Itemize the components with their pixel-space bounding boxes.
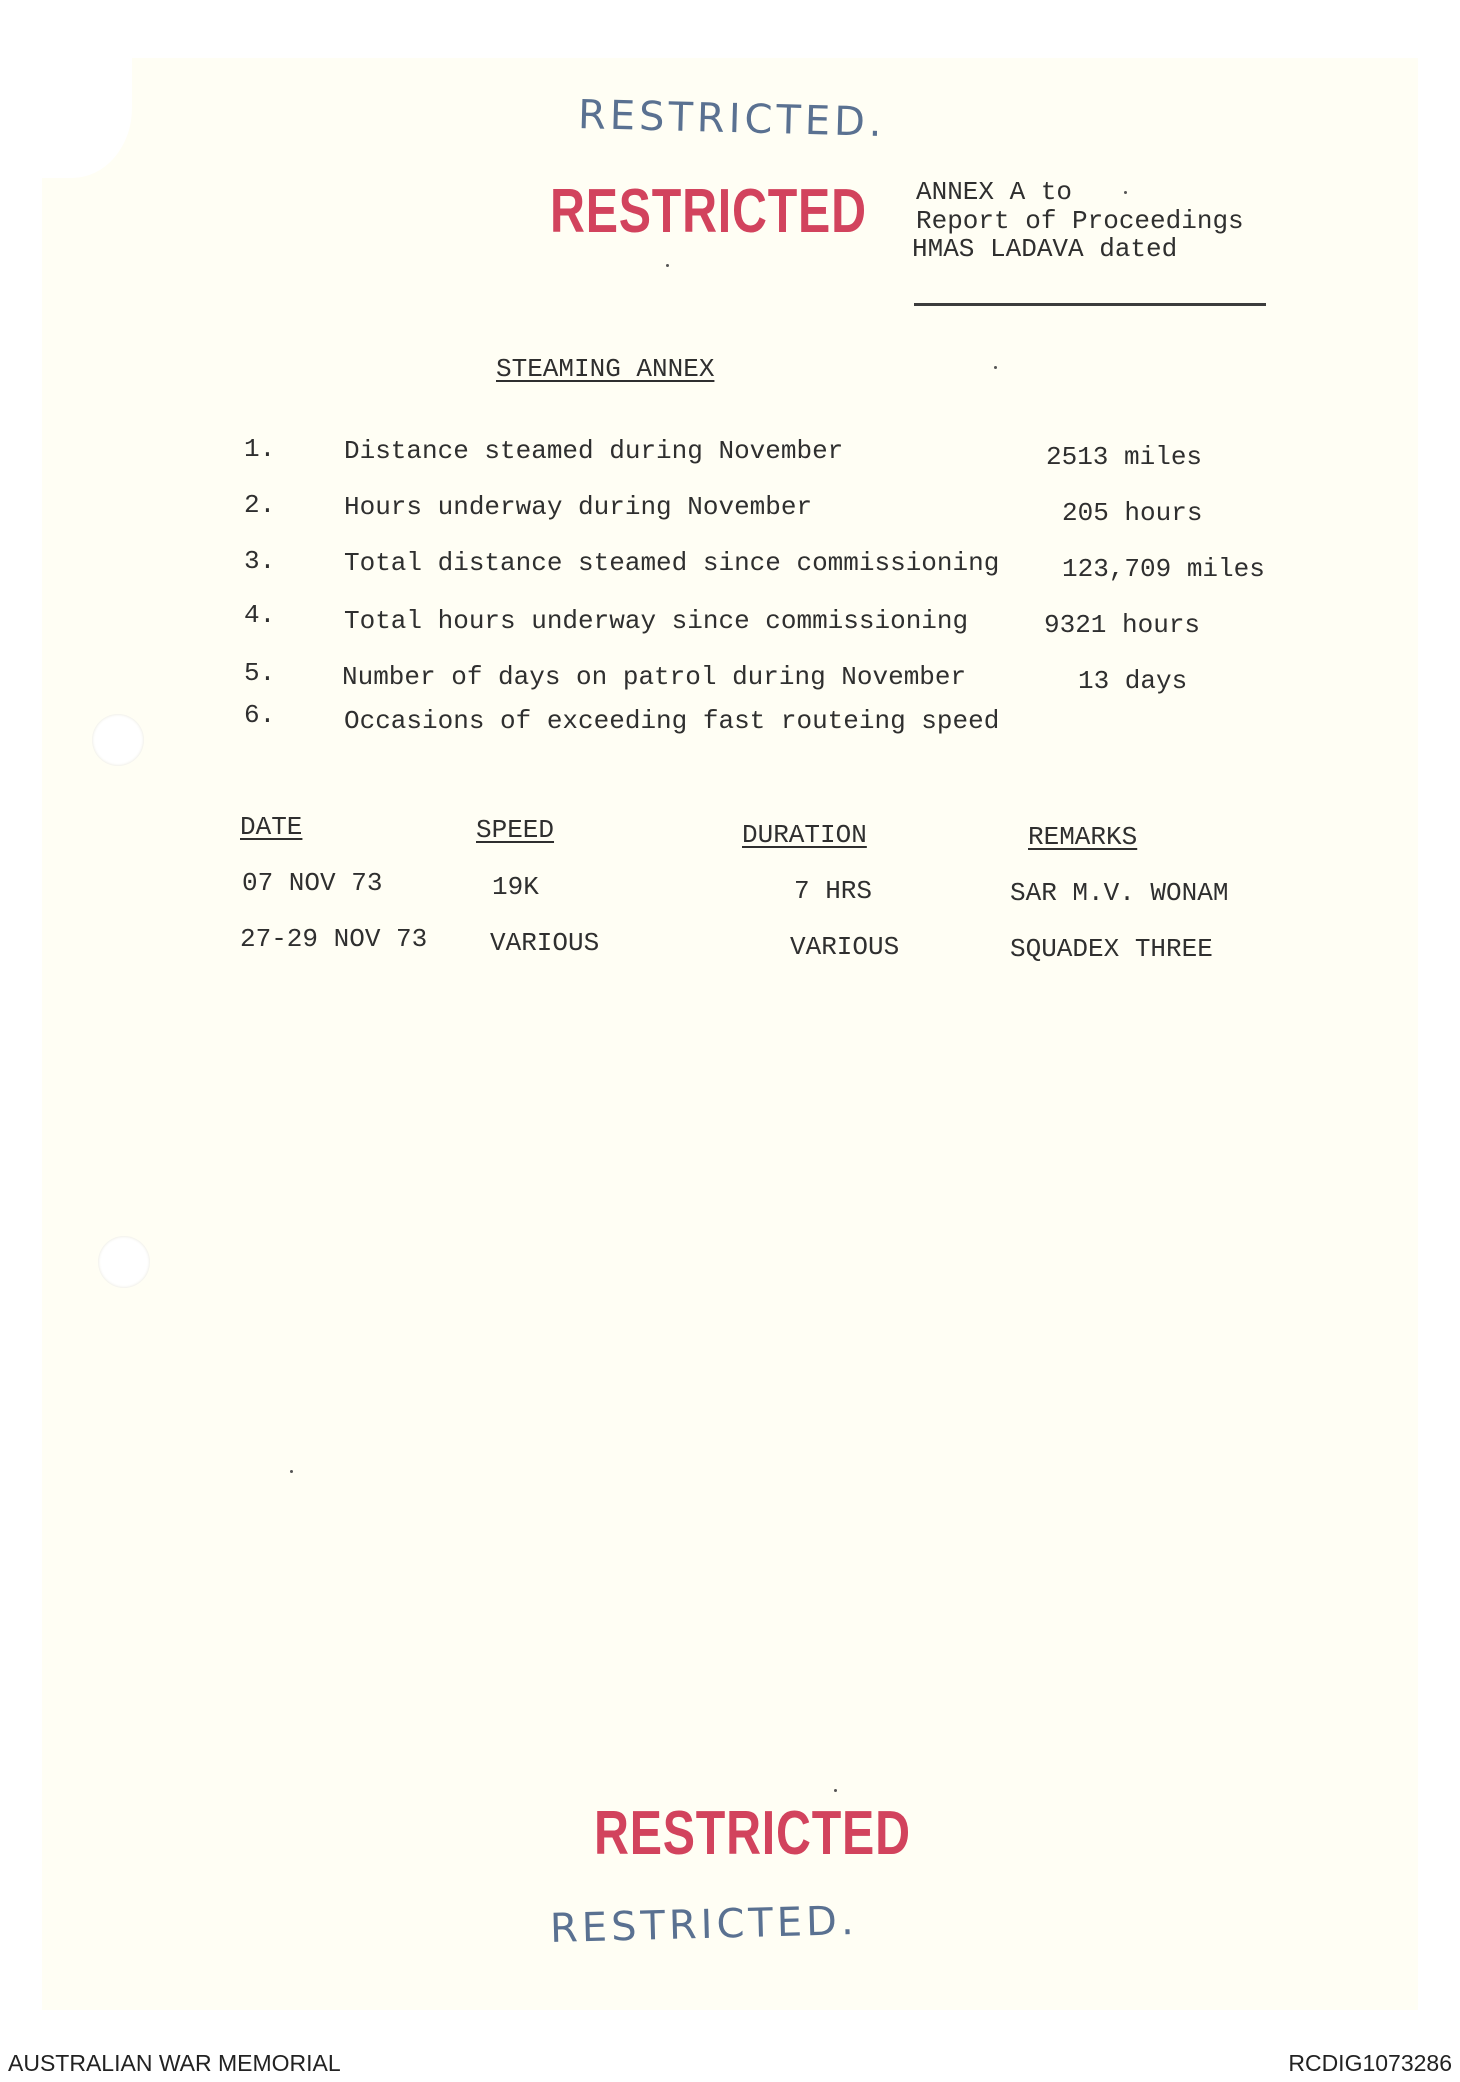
item-value: 2513 miles: [1046, 442, 1203, 472]
table-cell: VARIOUS: [490, 928, 600, 958]
item-label: Total distance steamed since commissioning: [344, 548, 1000, 578]
table-cell: 27-29 NOV 73: [240, 924, 428, 954]
table-cell: SAR M.V. WONAM: [1010, 878, 1229, 908]
item-label: Occasions of exceeding fast routeing speed: [344, 706, 1000, 736]
annex-header-line1: ANNEX A to: [916, 177, 1073, 207]
page-title: STEAMING ANNEX: [496, 354, 715, 384]
footer-record-id: RCDIG1073286: [1288, 2050, 1452, 2076]
item-label: Number of days on patrol during November: [342, 662, 967, 692]
annex-header-line3: HMAS LADAVA dated: [912, 234, 1178, 264]
item-label: Hours underway during November: [344, 492, 813, 522]
table-cell: VARIOUS: [790, 932, 900, 962]
item-value: 13 days: [1078, 666, 1188, 696]
item-value: 9321 hours: [1044, 610, 1201, 640]
column-header-date: DATE: [240, 812, 303, 842]
item-number: 3.: [244, 546, 276, 576]
item-number: 2.: [244, 490, 276, 520]
document-page: [42, 58, 1418, 2010]
punch-hole-top: [92, 714, 144, 766]
item-number: 4.: [244, 600, 276, 630]
column-header-remarks: REMARKS: [1028, 822, 1138, 852]
restricted-stamp-red-bottom: RESTRICTED: [594, 1799, 911, 1868]
speck: [666, 264, 669, 267]
item-number: 1.: [244, 434, 276, 464]
speck: [1124, 191, 1127, 194]
speck: [834, 1789, 837, 1792]
item-number: 5.: [244, 658, 276, 688]
speck: [994, 366, 997, 369]
restricted-stamp-blue-bottom: RESTRICTED.: [549, 1897, 859, 1953]
table-cell: SQUADEX THREE: [1010, 934, 1213, 964]
column-header-duration: DURATION: [742, 820, 867, 850]
restricted-stamp-blue-top: RESTRICTED.: [577, 91, 887, 147]
speck: [290, 1470, 293, 1473]
restricted-stamp-red-top: RESTRICTED: [550, 177, 867, 246]
annex-header-line2: Report of Proceedings: [916, 206, 1244, 236]
column-header-speed: SPEED: [476, 815, 555, 845]
footer-archive-name: AUSTRALIAN WAR MEMORIAL: [8, 2050, 341, 2076]
item-label: Total hours underway since commissioning: [344, 606, 969, 636]
item-value: 123,709 miles: [1062, 554, 1265, 584]
table-cell: 19K: [492, 872, 539, 902]
item-label: Distance steamed during November: [344, 436, 844, 466]
item-number: 6.: [244, 700, 276, 730]
table-cell: 07 NOV 73: [242, 868, 383, 898]
punch-hole-bottom: [98, 1236, 150, 1288]
header-rule: [914, 303, 1266, 306]
table-cell: 7 HRS: [794, 876, 873, 906]
item-value: 205 hours: [1062, 498, 1203, 528]
